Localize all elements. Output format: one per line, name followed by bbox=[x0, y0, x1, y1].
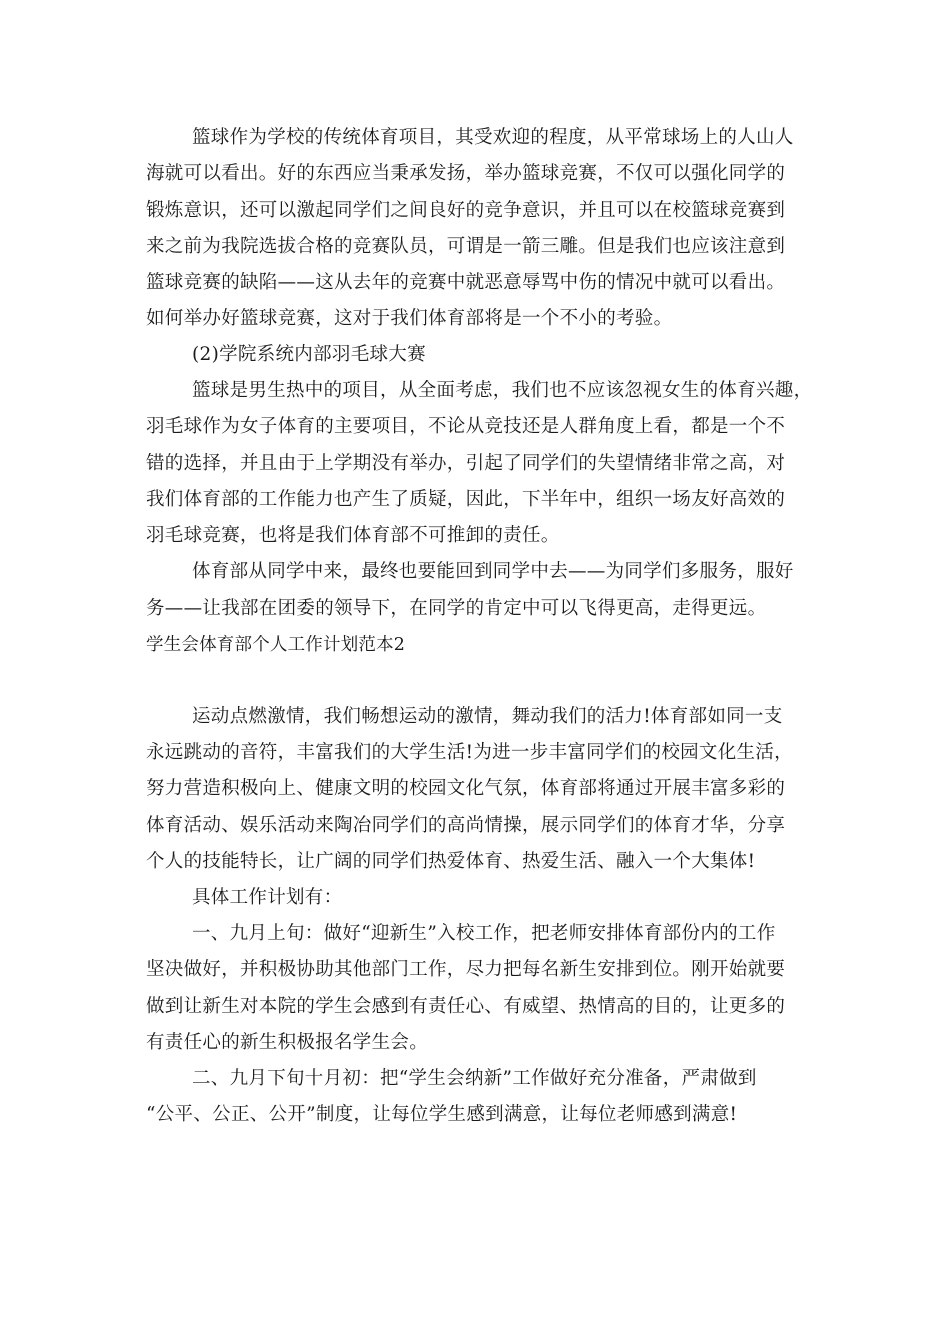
paragraph-line: 海就可以看出。好的东西应当秉承发扬，举办篮球竞赛，不仅可以强化同学的 bbox=[146, 163, 786, 184]
paragraph-line: 体育活动、娱乐活动来陶冶同学们的高尚情操，展示同学们的体育才华，分享 bbox=[146, 815, 786, 836]
paragraph-line: 有责任心的新生积极报名学生会。 bbox=[146, 1032, 429, 1053]
paragraph-line: 务——让我部在团委的领导下，在同学的肯定中可以飞得更高，走得更远。 bbox=[146, 598, 767, 619]
paragraph-line: 锻炼意识，还可以激起同学们之间良好的竞争意识，并且可以在校篮球竞赛到 bbox=[146, 200, 786, 221]
paragraph-line: 篮球是男生热中的项目，从全面考虑，我们也不应该忽视女生的体育兴趣， bbox=[192, 380, 813, 401]
paragraph-line: 篮球竞赛的缺陷——这从去年的竞赛中就恶意辱骂中伤的情况中就可以看出。 bbox=[146, 272, 786, 293]
paragraph-line: 努力营造积极向上、健康文明的校园文化气氛，体育部将通过开展丰富多彩的 bbox=[146, 778, 786, 799]
paragraph-line: 二、九月下旬十月初：把“学生会纳新”工作做好充分准备，严肃做到 bbox=[192, 1068, 757, 1089]
paragraph-line: 我们体育部的工作能力也产生了质疑，因此，下半年中，组织一场友好高效的 bbox=[146, 489, 786, 510]
paragraph-line: 体育部从同学中来，最终也要能回到同学中去——为同学们多服务，服好 bbox=[192, 561, 794, 582]
section-title: 学生会体育部个人工作计划范本2 bbox=[146, 635, 406, 655]
paragraph-line: 如何举办好篮球竞赛，这对于我们体育部将是一个不小的考验。 bbox=[146, 308, 673, 329]
paragraph-line: 篮球作为学校的传统体育项目，其受欢迎的程度，从平常球场上的人山人 bbox=[192, 127, 794, 148]
paragraph-line: 羽毛球竞赛，也将是我们体育部不可推卸的责任。 bbox=[146, 525, 560, 546]
paragraph-line: 做到让新生对本院的学生会感到有责任心、有威望、热情高的目的，让更多的 bbox=[146, 996, 786, 1017]
paragraph-line: 个人的技能特长，让广阔的同学们热爱体育、热爱生活、融入一个大集体! bbox=[146, 851, 756, 872]
paragraph-line: 坚决做好，并积极协助其他部门工作，尽力把每名新生安排到位。刚开始就要 bbox=[146, 959, 786, 980]
paragraph-line: 永远跳动的音符，丰富我们的大学生活!为进一步丰富同学们的校园文化生活， bbox=[146, 742, 793, 763]
paragraph-line: 错的选择，并且由于上学期没有举办，引起了同学们的失望情绪非常之高，对 bbox=[146, 453, 786, 474]
paragraph-line: 具体工作计划有： bbox=[192, 887, 343, 908]
paragraph-line: 运动点燃激情，我们畅想运动的激情，舞动我们的活力!体育部如同一支 bbox=[192, 706, 783, 727]
paragraph-line: 来之前为我院选拔合格的竞赛队员，可谓是一箭三雕。但是我们也应该注意到 bbox=[146, 236, 786, 257]
paragraph-line: 羽毛球作为女子体育的主要项目，不论从竞技还是人群角度上看，都是一个不 bbox=[146, 416, 786, 437]
subsection-heading: (2)学院系统内部羽毛球大赛 bbox=[192, 344, 426, 365]
paragraph-line: “公平、公正、公开”制度，让每位学生感到满意，让每位老师感到满意! bbox=[146, 1104, 738, 1125]
paragraph-line: 一、九月上旬：做好“迎新生”入校工作，把老师安排体育部份内的工作 bbox=[192, 923, 776, 944]
